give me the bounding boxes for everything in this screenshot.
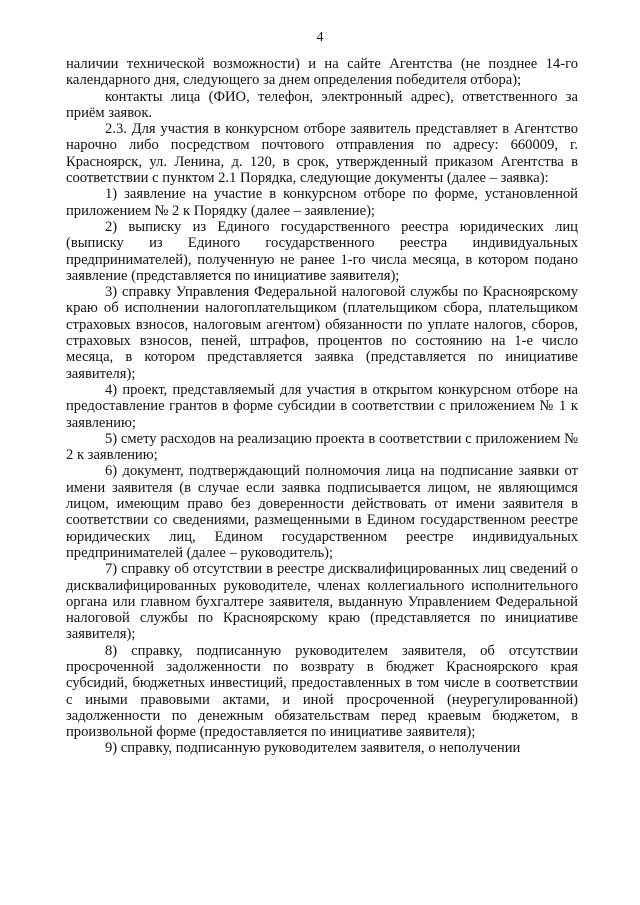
page-number: 4 [316, 30, 324, 45]
list-item-3: 3) справку Управления Федеральной налоговой службы по Красноярскому краю об исполнении налогоплательщиком (плательщиком сбора, плательщиком страховых взносов, налоговым агентом) обязанности по уплате налогов, сборов, страховых взносов, пеней, штрафов, процентов по состоянию на 1-е число месяца, в котором представляется заявка (представляется по инициативе заявителя); [66, 284, 578, 382]
paragraph-continuation: наличии технической возможности) и на сайте Агентства (не позднее 14-го календарного дня, следующего за днем определения победителя отбора); [66, 56, 578, 89]
list-item-1: 1) заявление на участие в конкурсном отборе по форме, установленной приложением № 2 к Порядку (далее – заявление); [66, 186, 578, 219]
list-item-7: 7) справку об отсутствии в реестре дисквалифицированных лиц сведений о дисквалифицированных руководителе, членах коллегиального исполнительного органа или главном бухгалтере заявителя, выданную Управлением Федеральной налоговой службы по Красноярскому краю (представляется по инициативе заявителя); [66, 561, 578, 643]
paragraph-contacts: контакты лица (ФИО, телефон, электронный адрес), ответственного за приём заявок. [66, 88, 578, 121]
document-body [66, 56, 578, 757]
list-item-5: 5) смету расходов на реализацию проекта в соответствии с приложением № 2 к заявлению; [66, 430, 578, 464]
list-item-4: 4) проект, представляемый для участия в открытом конкурсном отборе на предоставление грантов в форме субсидии в соответствии с приложением № 1 к заявлению; [66, 381, 578, 431]
list-item-9: 9) справку, подписанную руководителем заявителя, о неполучении [105, 740, 521, 757]
list-item-6: 6) документ, подтверждающий полномочия лица на подписание заявки от имени заявителя (в случае если заявка подписывается лицом, не являющимся лицом, имеющим право без доверенности действовать от имени заявителя в соответствии со сведениями, размещенными в Едином государственном реестре юридических лиц, Едином государственном реестре индивидуальных предпринимателей (далее – руководитель); [66, 463, 578, 561]
list-item-2: 2) выписку из Единого государственного реестра юридических лиц (выписку из Единого государственного реестра индивидуальных предпринимателей), полученную не ранее 1-го числа месяца, в котором подано заявление (представляется по инициативе заявителя); [66, 218, 578, 284]
paragraph-2-3: 2.3. Для участия в конкурсном отборе заявитель представляет в Агентство нарочно либо посредством почтового отправления по адресу: 660009, г. Красноярск, ул. Ленина, д. 120, в срок, утвержденный приказом Агентства в соответствии с пунктом 2.1 Порядка, следующие документы (далее – заявка): [66, 121, 578, 187]
list-item-8: 8) справку, подписанную руководителем заявителя, об отсутствии просроченной задолженности по возврату в бюджет Красноярского края субсидий, бюджетных инвестиций, предоставленных в том числе в соответствии с иными правовыми актами, и иной просроченной (неурегулированной) задолженности по денежным обязательствам перед краевым бюджетом, в произвольной форме (предоставляется по инициативе заявителя); [66, 642, 578, 741]
